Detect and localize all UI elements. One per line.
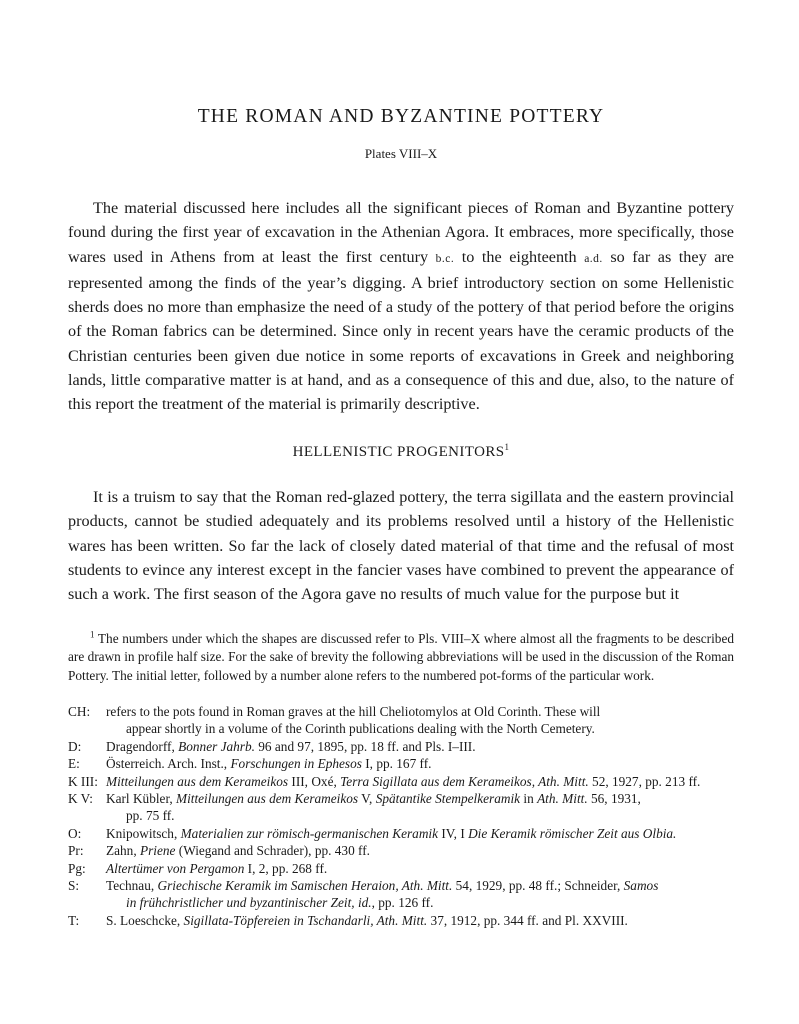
abbr-key: E:	[68, 756, 80, 772]
footnote-text: The numbers under which the shapes are discussed refer to Pls. VIII–X where almost all the fragments to be described are drawn in profile half size. For the sake of brevity the following abbreviations will be used in the discussion of the Roman Pottery. The initial letter, followed by a number alone refers to the numbered pot-forms of the particular work.	[68, 631, 734, 683]
abbr-pr	[68, 842, 734, 859]
abbr-title: Bonner Jahrb.	[178, 738, 255, 754]
abbr-title: Mitteilungen aus dem Kerameikos	[176, 791, 359, 807]
abbr-title: Mitteilungen aus dem Kerameikos	[106, 773, 289, 789]
abbr-title: Priene	[139, 843, 176, 859]
abbr-key: D:	[68, 738, 82, 754]
abbr-title: Die Keramik römischer Zeit aus Olbia.	[468, 825, 677, 841]
abbr-text: I, pp. 167 ff.	[361, 756, 432, 772]
abbr-text: 54, 1929, pp. 48 ff.; Schneider,	[452, 878, 624, 894]
abbr-text: 37, 1912, pp. 344 ff. and Pl. XXVIII.	[427, 912, 628, 928]
abbr-s	[68, 877, 734, 912]
abbr-text: refers to the pots found in Roman graves at the hill Cheliotomylos at Old Corinth. These will	[106, 704, 601, 719]
abbr-title: Materialien zur römisch-germanischen Keramik	[180, 825, 439, 841]
body-paragraph-2: It is a truism to say that the Roman red-glazed pottery, the terra sigillata and the eastern provincial products, cannot be studied adequately and its problems resolved until a history of the Hellenistic wares has been written. So far the lack of closely dated material of that time and the refusal of most students to evince any interest except in the fancier vases have combined to prevent the appearance of such a work. The first season of the Agora gave no results of much value for the purpose but it	[68, 488, 734, 604]
abbr-text: Knipowitsch,	[106, 825, 181, 841]
abbr-title: Altertümer von Pergamon	[106, 860, 245, 876]
abbr-text: Technau,	[106, 878, 158, 894]
abbr-text: Karl Kübler,	[106, 791, 176, 807]
abbr-text: 96 and 97, 1895, pp. 18 ff. and Pls. I–III.	[254, 738, 476, 754]
abbr-pg	[68, 860, 734, 877]
intro-text-1: The material discussed here includes all the significant pieces of Roman and Byzantine pottery found during the first year of excavation in the Athenian Agora. It embraces, more specifically, those wares used in Athens from at least the first century	[68, 199, 734, 266]
abbr-k3	[68, 773, 734, 790]
abbr-text: Österreich. Arch. Inst.,	[106, 756, 231, 772]
intro-paragraph	[68, 196, 734, 417]
abbr-title: Sigillata-Töpfereien in Tschandarli, Ath. Mitt.	[183, 912, 428, 928]
plates-subtitle: Plates VIII–X	[364, 146, 438, 161]
abbr-text-cont: appear shortly in a volume of the Corinth publications dealing with the North Cemetery.	[126, 721, 595, 737]
abbr-key: T:	[68, 912, 80, 928]
abbr-o	[68, 825, 734, 842]
abbr-key: Pg:	[68, 860, 86, 876]
section-heading	[68, 444, 734, 461]
abbr-title: Ath. Mitt.	[537, 791, 588, 807]
abbreviation-list	[68, 703, 734, 929]
abbr-text-cont: pp. 75 ff.	[126, 808, 175, 824]
abbr-text: V,	[358, 791, 376, 807]
abbr-kv	[68, 790, 734, 825]
intro-text-2: to the eighteenth	[454, 247, 585, 266]
abbr-text: S. Loeschcke,	[106, 912, 184, 928]
abbr-text: 52, 1927, pp. 213 ff.	[588, 773, 701, 789]
intro-ad: a.d.	[584, 252, 603, 265]
abbr-title: Terra Sigillata aus dem Kerameikos, Ath. Mitt.	[340, 773, 589, 789]
abbr-text: I, 2, pp. 268 ff.	[244, 860, 328, 876]
abbr-text: IV, I	[438, 825, 469, 841]
abbr-key: K V:	[68, 791, 93, 807]
abbr-text: , pp. 126 ff.	[371, 895, 434, 911]
abbr-key: Pr:	[68, 843, 84, 859]
section-heading-text: HELLENISTIC PROGENITORS	[292, 444, 505, 460]
intro-bc: b.c.	[435, 252, 455, 265]
abbr-key: O:	[68, 825, 82, 841]
abbr-text: Dragendorff,	[106, 738, 179, 754]
abbr-title: in frühchristlicher und byzantinischer Zeit, id.	[126, 895, 372, 911]
abbr-key: S:	[68, 878, 80, 894]
abbr-text-cont	[106, 894, 734, 911]
abbr-t	[68, 912, 734, 929]
abbr-ch	[68, 703, 734, 738]
abbr-d	[68, 738, 734, 755]
footnote-ref: 1	[504, 442, 510, 452]
abbr-title: Griechische Keramik im Samischen Heraion, Ath. Mitt.	[157, 878, 453, 894]
intro-text-3: so far as they are represented among the finds of the year’s digging. A brief introductory section on some Hellenistic sherds does no more than emphasize the need of a study of the pottery of that period before the origins of the Roman fabrics can be determined. Since only in recent years have the ceramic products of the Christian centuries been given due notice in some reports of excavations in Greek and neighboring lands, little comparative matter is at hand, and as a consequence of this and due, also, to the nature of this report the treatment of the material is primarily descriptive.	[68, 247, 734, 414]
abbr-text: Zahn,	[106, 843, 140, 859]
abbr-text: III, Oxé,	[288, 773, 341, 789]
abbr-text: (Wiegand and Schrader), pp. 430 ff.	[175, 843, 370, 859]
abbr-key: CH:	[68, 704, 91, 719]
abbr-text: in	[520, 791, 538, 807]
abbr-text: 56, 1931,	[587, 791, 641, 807]
abbr-title: Forschungen in Ephesos	[230, 756, 362, 772]
page-title: THE ROMAN AND BYZANTINE POTTERY	[197, 106, 605, 127]
footnote	[68, 630, 734, 685]
abbr-key: K III:	[68, 773, 98, 789]
abbr-title: Samos	[623, 878, 659, 894]
abbr-title: Spätantike Stempelkeramik	[375, 791, 521, 807]
abbr-e	[68, 755, 734, 772]
footnote-mark: 1	[90, 629, 95, 640]
